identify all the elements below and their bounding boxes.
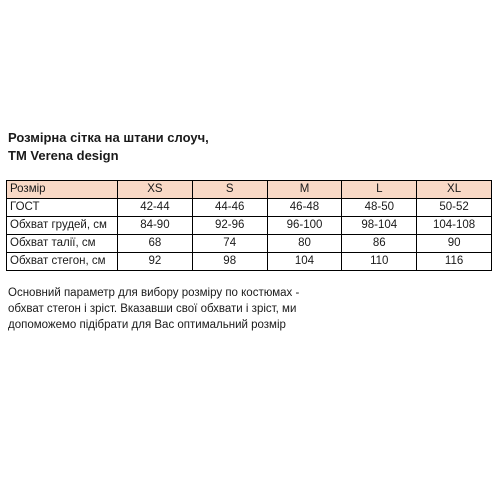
table-header-row [7,181,492,199]
table-cell: 50-52 [417,199,492,217]
title-line-1: Розмірна сітка на штани слоуч, [8,130,209,145]
table-cell: 48-50 [342,199,417,217]
header-size-label: Розмір [7,181,118,199]
size-chart-table [6,180,492,271]
header-size-xl: XL [417,181,492,199]
note-line-1: Основний параметр для вибору розміру по костюмах - [8,287,300,299]
table-cell: 104 [267,253,342,271]
title-line-2: TM Verena design [8,148,119,163]
page-title [8,129,209,165]
row-label-waist: Обхват талії, см [7,235,118,253]
table-cell: 98-104 [342,217,417,235]
header-size-s: S [192,181,267,199]
table-cell: 104-108 [417,217,492,235]
table-cell: 46-48 [267,199,342,217]
table-cell: 84-90 [118,217,193,235]
row-label-chest: Обхват грудей, см [7,217,118,235]
table-row [7,235,492,253]
row-label-hips: Обхват стегон, см [7,253,118,271]
table-cell: 86 [342,235,417,253]
table-cell: 68 [118,235,193,253]
table-cell: 80 [267,235,342,253]
table-cell: 98 [192,253,267,271]
table-cell: 92 [118,253,193,271]
table-cell: 90 [417,235,492,253]
table-cell: 44-46 [192,199,267,217]
header-size-m: M [267,181,342,199]
table-cell: 42-44 [118,199,193,217]
note-line-2: обхват стегон і зріст. Вказавши свої обхвати і зріст, ми [8,303,297,315]
header-size-xs: XS [118,181,193,199]
header-size-l: L [342,181,417,199]
table-row [7,217,492,235]
table-cell: 92-96 [192,217,267,235]
table-row [7,199,492,217]
row-label-gost: ГОСТ [7,199,118,217]
note-line-3: допоможемо підібрати для Вас оптимальний розмір [8,319,286,331]
table-cell: 74 [192,235,267,253]
table-cell: 116 [417,253,492,271]
table-cell: 96-100 [267,217,342,235]
sizing-note [8,285,338,333]
table-row [7,253,492,271]
table-cell: 110 [342,253,417,271]
